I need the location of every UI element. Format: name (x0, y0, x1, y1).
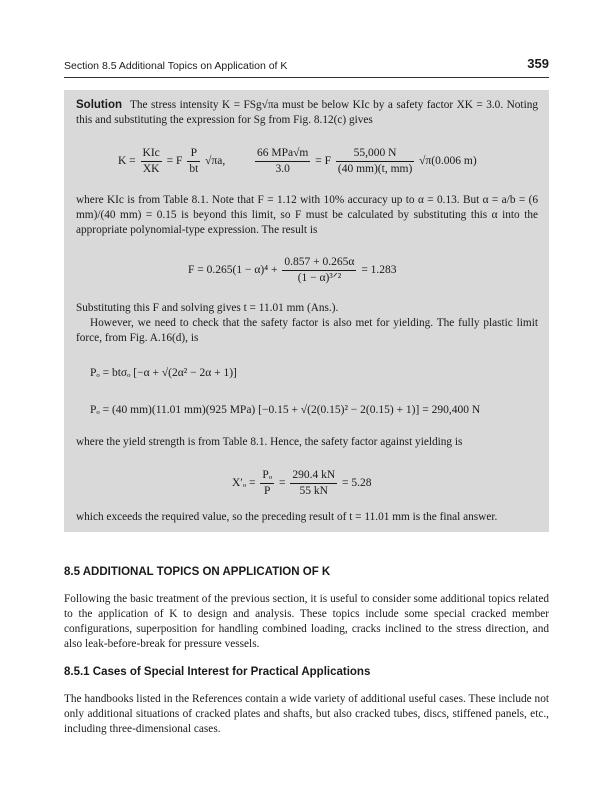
section-title: Section 8.5 Additional Topics on Application of K (64, 60, 288, 72)
page-number: 359 (527, 56, 549, 71)
equation-5: X′ₒ = $\frac{\text{Pₒ}}{P}$ = $\frac{290.4 kN}{55 kN}$ = 5.28 (232, 469, 372, 497)
paragraph-2: where KIc is from Table 8.1. Note that F = 1.12 with 10% accuracy up to α = 0.13. But α = a/b = (6 mm)/(40 mm) = 0.15 is beyond this limit, so F must be calculated by substituting this α into the appropriate polynomial-type expression. The result is (76, 194, 538, 236)
paragraph-5: which exceeds the required value, so the preceding result of t = 11.01 mm is the final answer. (76, 511, 498, 523)
paragraph-4: where the yield strength is from Table 8.1. Hence, the safety factor against yielding is (76, 436, 463, 448)
equation-3: Pₒ = btσₒ [−α + √(2α² − 2α + 1)] (90, 367, 237, 379)
equation-4: Pₒ = (40 mm)(11.01 mm)(925 MPa) [−0.15 + √(2(0.15)² − 2(0.15) + 1)] = 290,400 N (90, 404, 481, 416)
section-8-5-1-heading: 8.5.1 Cases of Special Interest for Practical Applications (64, 666, 371, 678)
paragraph-3a: Substituting this F and solving gives t = 11.01 mm (Ans.). (76, 302, 339, 314)
section-8-5-heading: 8.5 ADDITIONAL TOPICS ON APPLICATION OF K (64, 566, 331, 578)
header-rule (64, 77, 549, 78)
paragraph-3b: However, we need to check that the safety factor is also met for yielding. The fully plastic limit force, from Fig. A.16(d), is (76, 317, 538, 344)
solution-intro: Solution The stress intensity K = FSg√πa must be below KIc by a safety factor XK = 3.0. Noting this and substituting the expression for Sg from Fig. 8.12(c) gives (76, 99, 538, 126)
equation-2: F = 0.265(1 − α)⁴ + $\frac{0.857 + 0.265\alpha}{\text{(1 − α)³ᐟ²}}$ = 1.283 (188, 256, 397, 284)
equation-1: K = $\frac{\text{KIc}}{XK}$ = F $\frac{P}{bt}$ √πa, $\frac{\text{66 MPa√m}}{3.0}$ = F $\frac{55,000 N}{(40 mm)(t, mm)}$ √π(0.006 m) (118, 147, 477, 175)
section-8-5-body: Following the basic treatment of the previous section, it is useful to consider some additional topics related to the application of K to design and analysis. These topics include some special cracked member configurations, superposition for handling combined loading, cracks inclined to the stress direction, and also leak-before-break for pressure vessels. (64, 593, 549, 650)
running-header (64, 56, 549, 74)
section-8-5-1-body: The handbooks listed in the References contain a wide variety of additional useful cases. These include not only additional situations of cracked plates and shafts, but also cracked tubes, discs, stiffened panels, etc., including three-dimensional cases. (64, 693, 549, 735)
solution-label: Solution (76, 99, 122, 111)
